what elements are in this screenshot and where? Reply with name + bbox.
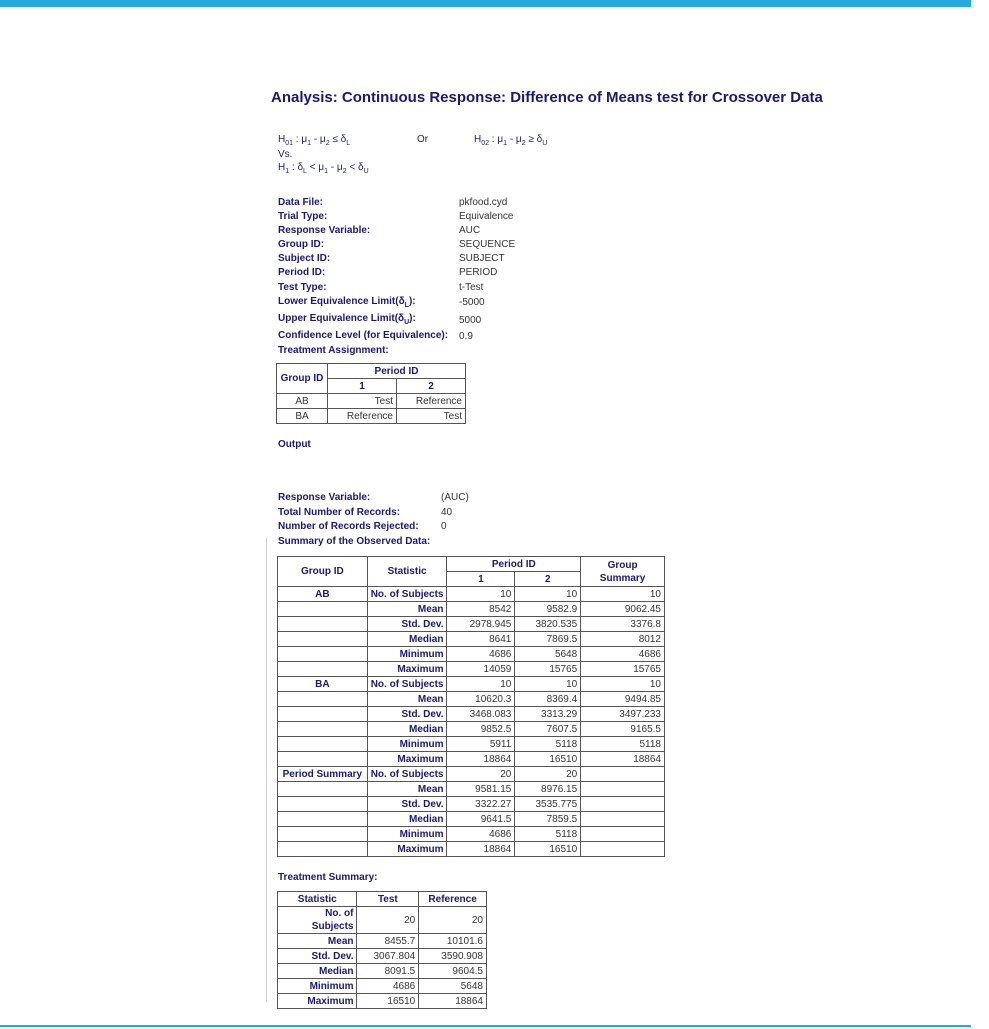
summary-group-summary-cell — [581, 797, 665, 812]
assignment-header-p2: 2 — [397, 379, 466, 394]
summary-group-cell: Period Summary — [278, 767, 368, 782]
assignment-p1: Test — [328, 394, 397, 409]
summary-p1-cell: 18864 — [447, 842, 515, 857]
summary-group-summary-cell: 10 — [581, 587, 665, 602]
output-label-rejected-records: Number of Records Rejected: — [278, 521, 419, 532]
summary-statistic-cell: Std. Dev. — [367, 617, 447, 632]
summary-group-cell — [278, 782, 368, 797]
table-row — [278, 737, 665, 752]
treatment-test-cell: 16510 — [357, 994, 419, 1009]
assignment-header-group: Group ID — [277, 364, 328, 394]
treatment-reference-cell: 9604.5 — [419, 964, 487, 979]
summary-p2-cell: 8369.4 — [515, 692, 581, 707]
assignment-group: AB — [277, 394, 328, 409]
table-row — [278, 692, 665, 707]
summary-group-cell: AB — [278, 587, 368, 602]
treatment-reference-cell: 5648 — [419, 979, 487, 994]
summary-p2-cell: 3535.775 — [515, 797, 581, 812]
treatment-header-reference: Reference — [419, 892, 487, 907]
summary-statistic-cell: No. of Subjects — [367, 677, 447, 692]
summary-group-cell — [278, 752, 368, 767]
summary-group-cell — [278, 722, 368, 737]
summary-p2-cell: 7607.5 — [515, 722, 581, 737]
summary-p1-cell: 3322.27 — [447, 797, 515, 812]
summary-statistic-cell: Median — [367, 812, 447, 827]
assignment-p2: Reference — [397, 394, 466, 409]
summary-group-summary-cell: 3497.233 — [581, 707, 665, 722]
summary-header-period: Period ID — [447, 557, 581, 572]
info-label-treatment-assignment: Treatment Assignment: — [278, 345, 389, 356]
summary-group-cell: BA — [278, 677, 368, 692]
hypothesis-h1: $H_1$ : $\delta_L < \mu_1 - \mu_2 < \delta_U$ — [278, 162, 369, 175]
treatment-header-statistic: Statistic — [278, 892, 357, 907]
table-row — [278, 907, 487, 934]
summary-p1-cell: 4686 — [447, 827, 515, 842]
summary-group-cell — [278, 662, 368, 677]
summary-header-statistic: Statistic — [367, 557, 447, 587]
table-row — [278, 964, 487, 979]
top-rule — [0, 0, 971, 7]
summary-p1-cell: 14059 — [447, 662, 515, 677]
info-value-data-file: pkfood.cyd — [459, 197, 508, 208]
info-value-trial-type: Equivalence — [459, 211, 514, 222]
summary-p2-cell: 5118 — [515, 737, 581, 752]
treatment-reference-cell: 20 — [419, 907, 487, 934]
summary-p1-cell: 9641.5 — [447, 812, 515, 827]
summary-statistic-cell: Mean — [367, 602, 447, 617]
treatment-statistic-cell: Median — [278, 964, 357, 979]
summary-p1-cell: 3468.083 — [447, 707, 515, 722]
table-row — [278, 994, 487, 1009]
summary-statistic-cell: Maximum — [367, 842, 447, 857]
summary-header-p1: 1 — [447, 572, 515, 587]
table-row — [278, 647, 665, 662]
treatment-statistic-cell: Mean — [278, 934, 357, 949]
summary-p1-cell: 9581.15 — [447, 782, 515, 797]
table-row — [278, 934, 487, 949]
treatment-header-test: Test — [357, 892, 419, 907]
summary-group-summary-cell: 10 — [581, 677, 665, 692]
table-row — [278, 677, 665, 692]
summary-group-summary-cell: 9165.5 — [581, 722, 665, 737]
summary-p1-cell: 10 — [447, 587, 515, 602]
treatment-reference-cell: 18864 — [419, 994, 487, 1009]
summary-statistic-cell: Maximum — [367, 752, 447, 767]
summary-p2-cell: 7869.5 — [515, 632, 581, 647]
summary-p1-cell: 18864 — [447, 752, 515, 767]
treatment-statistic-cell: Minimum — [278, 979, 357, 994]
table-row — [278, 767, 665, 782]
treatment-test-cell: 8455.7 — [357, 934, 419, 949]
treatment-test-cell: 4686 — [357, 979, 419, 994]
summary-header-group: Group ID — [278, 557, 368, 587]
summary-header-p2: 2 — [515, 572, 581, 587]
assignment-p1: Reference — [328, 409, 397, 424]
summary-statistic-cell: Std. Dev. — [367, 797, 447, 812]
summary-statistic-cell: Maximum — [367, 662, 447, 677]
table-row — [278, 782, 665, 797]
summary-p1-cell: 9852.5 — [447, 722, 515, 737]
summary-group-summary-cell — [581, 812, 665, 827]
summary-group-cell — [278, 737, 368, 752]
summary-p2-cell: 8976.15 — [515, 782, 581, 797]
table-row — [278, 827, 665, 842]
summary-p2-cell: 5648 — [515, 647, 581, 662]
summary-statistic-cell: Median — [367, 722, 447, 737]
info-value-subject-id: SUBJECT — [459, 253, 505, 264]
summary-group-cell — [278, 797, 368, 812]
summary-group-summary-cell: 5118 — [581, 737, 665, 752]
summary-p1-cell: 8641 — [447, 632, 515, 647]
table-row — [278, 617, 665, 632]
summary-group-cell — [278, 827, 368, 842]
summary-statistic-cell: Median — [367, 632, 447, 647]
treatment-statistic-cell: Std. Dev. — [278, 949, 357, 964]
summary-p1-cell: 10620.3 — [447, 692, 515, 707]
table-row — [278, 949, 487, 964]
summary-group-summary-cell — [581, 842, 665, 857]
summary-header-group-summary: Group Summary — [581, 557, 665, 587]
summary-statistic-cell: Minimum — [367, 827, 447, 842]
info-value-period-id: PERIOD — [459, 267, 498, 278]
summary-p1-cell: 5911 — [447, 737, 515, 752]
table-row — [277, 394, 466, 409]
summary-p1-cell: 2978.945 — [447, 617, 515, 632]
treatment-test-cell: 20 — [357, 907, 419, 934]
info-value-lower-limit: -5000 — [459, 297, 485, 308]
summary-heading: Summary of the Observed Data: — [278, 536, 431, 547]
summary-p1-cell: 8542 — [447, 602, 515, 617]
summary-p2-cell: 16510 — [515, 752, 581, 767]
hypothesis-h01: $H_{01}$ : $\mu_1 - \mu_2 \le \delta_L$ — [278, 134, 351, 147]
assignment-table — [276, 363, 466, 424]
summary-group-cell — [278, 617, 368, 632]
summary-p2-cell: 16510 — [515, 842, 581, 857]
summary-group-cell — [278, 602, 368, 617]
info-label-upper-limit: Upper Equivalence $Limit(\delta_U)$: — [278, 313, 416, 326]
info-label-trial-type: Trial Type: — [278, 211, 328, 222]
summary-group-cell — [278, 692, 368, 707]
summary-group-summary-cell: 9062.45 — [581, 602, 665, 617]
summary-p2-cell: 3313.29 — [515, 707, 581, 722]
info-value-upper-limit: 5000 — [459, 315, 482, 326]
output-label-response-variable: Response Variable: — [278, 492, 371, 503]
assignment-group: BA — [277, 409, 328, 424]
summary-group-cell — [278, 647, 368, 662]
treatment-statistic-cell: No. of Subjects — [278, 907, 357, 934]
summary-group-cell — [278, 812, 368, 827]
treatment-test-cell: 8091.5 — [357, 964, 419, 979]
info-label-test-type: Test Type: — [278, 282, 327, 293]
bottom-rule — [0, 1025, 971, 1027]
output-label-total-records: Total Number of Records: — [278, 507, 401, 518]
table-row — [278, 752, 665, 767]
page-title: Analysis: Continuous Response: Difference of Means test for Crossover Data — [271, 89, 823, 106]
assignment-header-period: Period ID — [328, 364, 466, 379]
table-row — [278, 587, 665, 602]
table-row — [278, 722, 665, 737]
summary-p1-cell: 10 — [447, 677, 515, 692]
table-row — [278, 632, 665, 647]
info-value-confidence-level: 0.9 — [459, 331, 473, 342]
summary-group-cell — [278, 707, 368, 722]
output-value-response-variable: (AUC) — [441, 492, 469, 503]
summary-statistic-cell: Minimum — [367, 737, 447, 752]
summary-statistic-cell: No. of Subjects — [367, 587, 447, 602]
hypothesis-h02: $H_{02}$ : $\mu_1 - \mu_2 \ge \delta_U$ — [474, 134, 548, 147]
summary-group-summary-cell: 15765 — [581, 662, 665, 677]
treatment-test-cell: 3067.804 — [357, 949, 419, 964]
assignment-p2: Test — [397, 409, 466, 424]
treatment-heading: Treatment Summary: — [278, 872, 378, 883]
summary-group-summary-cell: 9494.85 — [581, 692, 665, 707]
summary-p1-cell: 20 — [447, 767, 515, 782]
summary-statistic-cell: Std. Dev. — [367, 707, 447, 722]
summary-group-summary-cell: 8012 — [581, 632, 665, 647]
summary-p2-cell: 9582.9 — [515, 602, 581, 617]
summary-p1-cell: 4686 — [447, 647, 515, 662]
info-label-period-id: Period ID: — [278, 267, 326, 278]
summary-group-summary-cell: 18864 — [581, 752, 665, 767]
summary-p2-cell: 10 — [515, 677, 581, 692]
info-value-test-type: t-Test — [459, 282, 484, 293]
output-value-rejected-records: 0 — [441, 521, 447, 532]
info-label-confidence-level: Confidence Level (for Equivalence): — [278, 330, 449, 341]
vs-text: Vs. — [278, 149, 293, 160]
summary-group-summary-cell — [581, 827, 665, 842]
info-label-data-file: Data File: — [278, 197, 324, 208]
output-heading: Output — [278, 439, 311, 450]
summary-p2-cell: 7859.5 — [515, 812, 581, 827]
treatment-table — [277, 891, 487, 1009]
summary-group-cell — [278, 632, 368, 647]
treatment-statistic-cell: Maximum — [278, 994, 357, 1009]
summary-p2-cell: 15765 — [515, 662, 581, 677]
summary-table — [277, 556, 665, 857]
summary-group-summary-cell — [581, 767, 665, 782]
table-row — [277, 409, 466, 424]
summary-statistic-cell: Minimum — [367, 647, 447, 662]
info-value-response-variable: AUC — [459, 225, 481, 236]
summary-statistic-cell: Mean — [367, 782, 447, 797]
summary-p2-cell: 20 — [515, 767, 581, 782]
summary-p2-cell: 5118 — [515, 827, 581, 842]
summary-p2-cell: 10 — [515, 587, 581, 602]
treatment-reference-cell: 10101.6 — [419, 934, 487, 949]
assignment-header-p1: 1 — [328, 379, 397, 394]
info-label-subject-id: Subject ID: — [278, 253, 331, 264]
table-row — [278, 842, 665, 857]
table-row — [278, 662, 665, 677]
left-rule — [266, 538, 267, 1002]
summary-group-cell — [278, 842, 368, 857]
info-label-lower-limit: Lower Equivalence $Limit(\delta_L)$: — [278, 296, 416, 309]
summary-group-summary-cell: 4686 — [581, 647, 665, 662]
summary-statistic-cell: No. of Subjects — [367, 767, 447, 782]
summary-group-summary-cell — [581, 782, 665, 797]
info-value-group-id: SEQUENCE — [459, 239, 516, 250]
treatment-reference-cell: 3590.908 — [419, 949, 487, 964]
table-row — [278, 979, 487, 994]
table-row — [278, 602, 665, 617]
table-row — [278, 797, 665, 812]
info-label-response-variable: Response Variable: — [278, 225, 371, 236]
or-text: Or — [417, 134, 429, 145]
table-row — [278, 812, 665, 827]
summary-group-summary-cell: 3376.8 — [581, 617, 665, 632]
summary-statistic-cell: Mean — [367, 692, 447, 707]
output-value-total-records: 40 — [441, 507, 453, 518]
table-row — [278, 707, 665, 722]
info-label-group-id: Group ID: — [278, 239, 325, 250]
summary-p2-cell: 3820.535 — [515, 617, 581, 632]
